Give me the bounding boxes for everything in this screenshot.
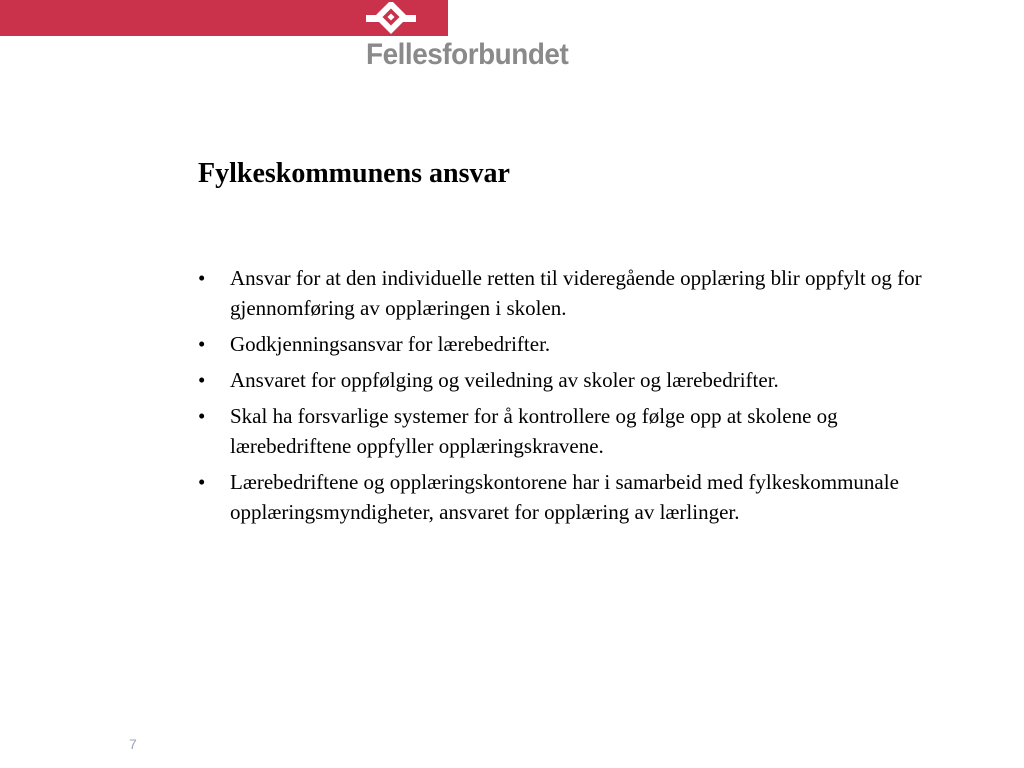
bullet-list: [198, 263, 958, 533]
bullet-text: Lærebedriftene og opplæringskontorene har i samarbeid med fylkeskommunale opplæringsmyndigheter, ansvaret for opplæring av lærlinger.: [230, 470, 899, 524]
slide-title: Fylkeskommunens ansvar: [198, 158, 510, 189]
bullet-text: Godkjenningsansvar for lærebedrifter.: [230, 332, 551, 356]
bullet-marker: •: [198, 332, 206, 356]
list-item: [198, 365, 958, 395]
bullet-text: Skal ha forsvarlige systemer for å kontrollere og følge opp at skolene og lærebedriftene oppfyller opplæringskravene.: [230, 404, 838, 458]
bullet-text: Ansvar for at den individuelle retten til videregående opplæring blir oppfylt og for gjennomføring av opplæringen i skolen.: [230, 266, 922, 320]
list-item: [198, 329, 958, 359]
bullet-text: Ansvaret for oppfølging og veiledning av skoler og lærebedrifter.: [230, 368, 779, 392]
brand-name: Fellesforbundet: [366, 38, 569, 71]
bullet-marker: •: [198, 470, 206, 494]
bullet-marker: •: [198, 368, 206, 392]
fellesforbundet-logo-icon: [366, 2, 416, 36]
bullet-marker: •: [198, 266, 206, 290]
list-item: [198, 263, 958, 323]
bullet-marker: •: [198, 404, 206, 428]
page-number: 7: [129, 736, 137, 752]
list-item: [198, 467, 958, 527]
list-item: [198, 401, 958, 461]
